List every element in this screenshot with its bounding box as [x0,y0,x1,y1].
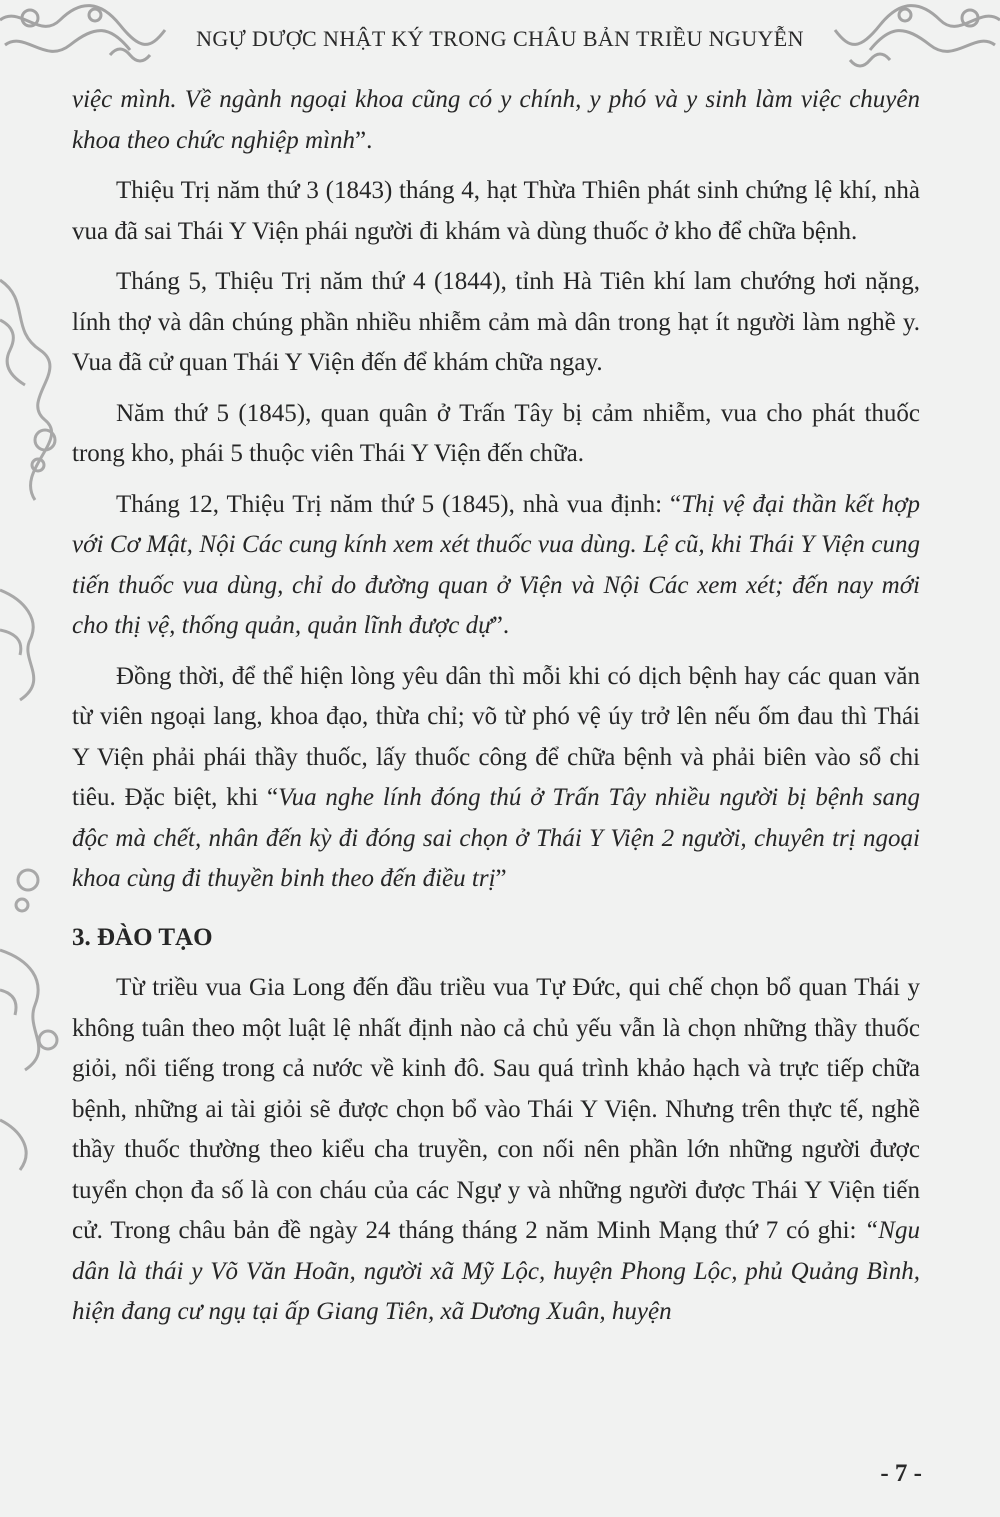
dragon-ornament-icon [830,0,1000,80]
paragraph-lead: Từ triều vua Gia Long đến đầu triều vua Tự Đức, qui chế chọn bổ quan Thái y không tuân theo một luật lệ nhất định nào cả chủ yếu vẫn là chọn những thầy thuốc giỏi, nổi tiếng trong cả nước về kinh đô. Sau quá trình khảo hạch và trực tiếp chữa bệnh, những ai tài giỏi sẽ được chọn bổ vào Thái Y Viện. Nhưng trên thực tế, nghề thầy thuốc thường theo kiểu cha truyền, con nối nên phần lớn những người được tuyển chọn đa số là con cháu của các Ngự y và những người được Thái Y Viện tiến cử. Trong châu bản đề ngày 24 tháng tháng 2 năm Minh Mạng thứ 7 có ghi: [72,974,920,1244]
running-title: NGỰ DƯỢC NHẬT KÝ TRONG CHÂU BẢN TRIỀU NGUYỄN [196,26,804,51]
quote-text: Thị vệ đại thần kết hợp với Cơ Mật, Nội Các cung kính xem xét thuốc vua dùng. Lệ cũ, khi Thái Y Viện cung tiến thuốc vua dùng, chỉ do đường quan ở Viện và Nội Các xem xét; đến nay mới cho thị vệ, thống quản, quản lĩnh được dự [72,490,920,639]
paragraph [72,657,920,900]
quote-close: ”. [355,126,373,154]
paragraph: Năm thứ 5 (1845), quan quân ở Trấn Tây bị cảm nhiễm, vua cho phát thuốc trong kho, phái 5 thuộc viên Thái Y Viện đến chữa. [72,399,920,467]
quote-text: Vua nghe lính đóng thú ở Trấn Tây nhiều người bị bệnh sang độc mà chết, nhân đến kỳ đi đóng sai chọn ở Thái Y Viện 2 người, chuyên trị ngoại khoa cùng đi thuyền binh theo đến điều trị [72,784,920,892]
body-text [72,80,920,1343]
dragon-ornament-icon [0,0,170,80]
cloud-ornament-icon [0,260,62,1260]
paragraph: Tháng 5, Thiệu Trị năm thứ 4 (1844), tỉnh Hà Tiên khí lam chướng hơi nặng, lính thợ và dân chúng phần nhiều nhiễm cảm mà dân trong hạt ít người làm nghề y. Vua đã cử quan Thái Y Viện đến để khám chữa ngay. [72,268,920,376]
paragraph-lead: Tháng 12, Thiệu Trị năm thứ 5 (1845), nhà vua định: “ [116,490,682,518]
quote-text: việc mình. Về ngành ngoại khoa cũng có y chính, y phó và y sinh làm việc chuyên khoa theo chức nghiệp mình [72,86,920,154]
quote-close: ” [495,865,507,892]
paragraph [72,80,920,161]
page-number: - 7 - [880,1460,922,1487]
paragraph: Thiệu Trị năm thứ 3 (1843) tháng 4, hạt Thừa Thiên phát sinh chứng lệ khí, nhà vua đã sai Thái Y Viện phái người đi khám và dùng thuốc ở kho để chữa bệnh. [72,177,920,245]
paragraph [72,968,920,1333]
quote-text: “Ngu dân là thái y Võ Văn Hoãn, người xã Mỹ Lộc, huyện Phong Lộc, phủ Quảng Bình, hiện đang cư ngụ tại ấp Giang Tiên, xã Dương Xuân, huyện [72,1217,920,1325]
paragraph-lead: Đồng thời, để thể hiện lòng yêu dân thì mỗi khi có dịch bệnh hay các quan văn từ viên ngoại lang, khoa đạo, thừa chỉ; võ từ phó vệ úy trở lên nếu ốm đau thì Thái Y Viện phải phái thầy thuốc, lấy thuốc công để chữa bệnh và phải biên vào sổ chi tiêu. Đặc biệt, khi “ [72,662,920,811]
paragraph [72,485,920,647]
section-heading: 3. ĐÀO TẠO [72,923,213,951]
quote-close: ”. [491,612,510,639]
